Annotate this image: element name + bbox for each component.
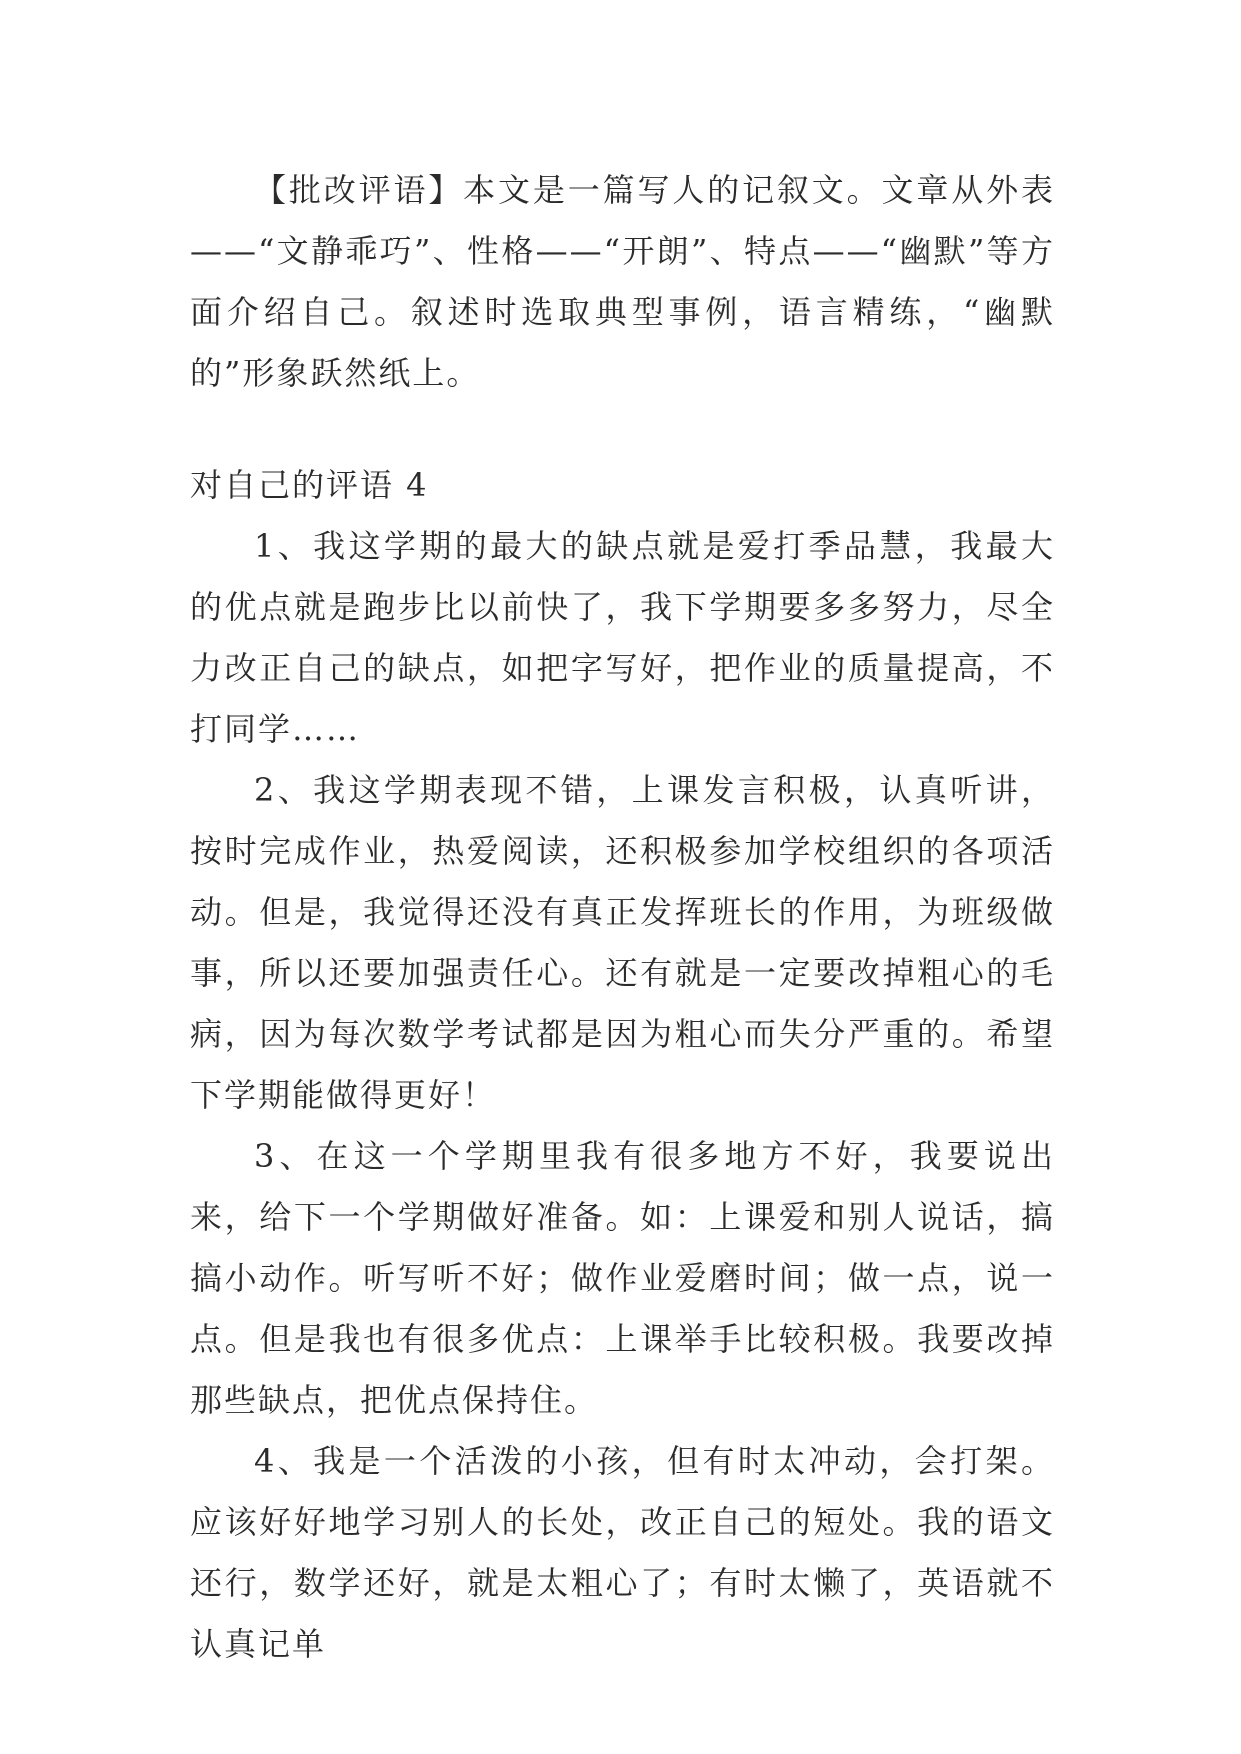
section-heading: 对自己的评语 4 [190, 466, 429, 504]
comment-paragraph: 【批改评语】本文是一篇写人的记叙文。文章从外表——“文静乖巧”、性格——“开朗”、特点——“幽默”等方面介绍自己。叙述时选取典型事例，语言精练，“幽默的”形象跃然纸上。 [190, 171, 1055, 392]
document-body [190, 160, 1055, 1675]
paragraph-3: 3、在这一个学期里我有很多地方不好，我要说出来，给下一个学期做好准备。如：上课爱和别人说话，搞搞小动作。听写听不好；做作业爱磨时间；做一点，说一点。但是我也有很多优点：上课举手比较积极。我要改掉那些缺点，把优点保持住。 [190, 1137, 1055, 1419]
paragraph-4: 4、我是一个活泼的小孩，但有时太冲动，会打架。应该好好地学习别人的长处，改正自己的短处。我的语文还行，数学还好，就是太粗心了；有时太懒了，英语就不认真记单 [190, 1442, 1055, 1663]
paragraph-2: 2、我这学期表现不错，上课发言积极，认真听讲，按时完成作业，热爱阅读，还积极参加学校组织的各项活动。但是，我觉得还没有真正发挥班长的作用，为班级做事，所以还要加强责任心。还有就是一定要改掉粗心的毛病，因为每次数学考试都是因为粗心而失分严重的。希望下学期能做得更好！ [190, 771, 1055, 1114]
paragraph-1: 1、我这学期的最大的缺点就是爱打季品慧，我最大的优点就是跑步比以前快了，我下学期要多多努力，尽全力改正自己的缺点，如把字写好，把作业的质量提高，不打同学…… [190, 527, 1055, 748]
